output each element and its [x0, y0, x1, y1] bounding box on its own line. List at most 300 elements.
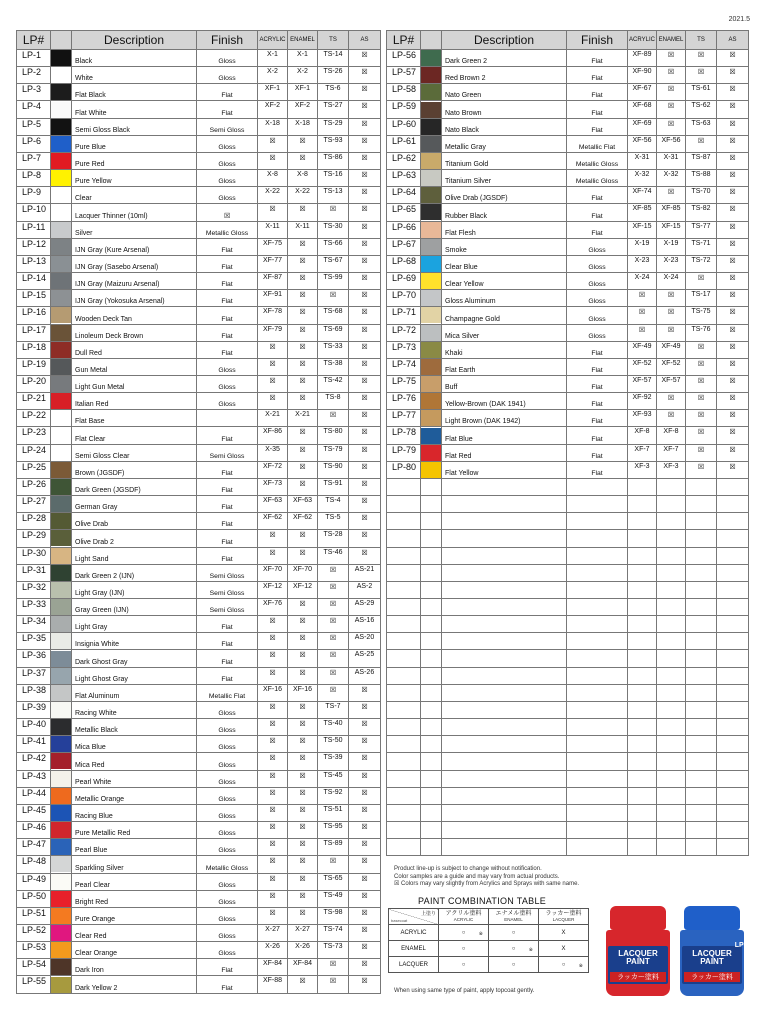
combo-row-label: ACRYLIC: [389, 925, 439, 941]
finish: [567, 478, 628, 495]
color-swatch-fill: [421, 119, 441, 135]
ts-ref: ☒: [686, 444, 717, 461]
finish: Semi Gloss: [197, 581, 258, 598]
color-description: IJN Gray (Sasebo Arsenal): [72, 255, 197, 272]
table-row: [387, 118, 749, 135]
enamel-ref: ☒: [657, 307, 686, 324]
ts-ref: ☒: [318, 633, 349, 650]
color-description: [442, 496, 567, 513]
acrylic-ref: ☒: [258, 856, 288, 873]
as-ref: ☒: [717, 135, 749, 152]
ts-ref: TS-82: [686, 204, 717, 221]
combo-row: [389, 925, 589, 941]
lp-number: [387, 667, 421, 684]
color-swatch: [421, 599, 442, 616]
color-swatch-fill: [51, 410, 71, 426]
enamel-ref: ☒: [657, 410, 686, 427]
color-swatch-fill: [51, 565, 71, 581]
finish: Flat: [197, 273, 258, 290]
acrylic-ref: ☒: [258, 358, 288, 375]
color-swatch: [51, 152, 72, 169]
color-swatch: [51, 273, 72, 290]
ts-ref: TS-91: [318, 478, 349, 495]
acrylic-ref: [628, 564, 657, 581]
ts-ref: TS-90: [318, 461, 349, 478]
jar-code: LP-: [734, 942, 746, 949]
ts-ref: TS-74: [318, 924, 349, 941]
color-swatch: [421, 152, 442, 169]
finish: [567, 822, 628, 839]
table-row: [17, 341, 381, 358]
enamel-ref: ☒: [288, 530, 318, 547]
finish: Flat: [567, 358, 628, 375]
as-ref: [717, 839, 749, 856]
as-ref: ☒: [349, 478, 381, 495]
finish: Flat: [197, 976, 258, 993]
color-swatch-fill: [51, 891, 71, 907]
finish: Flat: [197, 324, 258, 341]
color-swatch: [51, 822, 72, 839]
combo-row-label: LACQUER: [389, 957, 439, 973]
color-description: Racing White: [72, 701, 197, 718]
as-ref: ☒: [717, 118, 749, 135]
finish: Gloss: [197, 822, 258, 839]
color-swatch-fill: [51, 239, 71, 255]
enamel-ref: X-11: [288, 221, 318, 238]
as-ref: ☒: [349, 924, 381, 941]
color-swatch-fill: [421, 410, 441, 426]
color-description: [442, 822, 567, 839]
finish: [567, 736, 628, 753]
lp-number: LP-19: [17, 358, 51, 375]
table-row: [17, 375, 381, 392]
color-swatch-fill: [51, 530, 71, 546]
table-row: [17, 667, 381, 684]
table-row: [387, 530, 749, 547]
color-swatch-fill: [51, 153, 71, 169]
color-swatch-fill: [51, 84, 71, 100]
as-ref: ☒: [349, 856, 381, 873]
finish: Gloss: [567, 324, 628, 341]
as-ref: AS-25: [349, 650, 381, 667]
acrylic-ref: ☒: [258, 375, 288, 392]
finish: Flat: [567, 393, 628, 410]
color-swatch-fill: [51, 307, 71, 323]
enamel-ref: ☒: [657, 290, 686, 307]
color-description: [442, 770, 567, 787]
color-swatch-fill: [51, 822, 71, 838]
color-swatch-fill: [421, 222, 441, 238]
acrylic-ref: [628, 753, 657, 770]
finish: Metallic Gloss: [197, 221, 258, 238]
as-ref: ☒: [717, 101, 749, 118]
table-row: [17, 204, 381, 221]
acrylic-ref: X-23: [628, 255, 657, 272]
color-swatch-fill: [51, 616, 71, 632]
acrylic-ref: X-21: [258, 410, 288, 427]
enamel-ref: [657, 496, 686, 513]
as-ref: [717, 667, 749, 684]
color-swatch: [51, 667, 72, 684]
ts-ref: ☒: [318, 650, 349, 667]
ts-ref: [686, 753, 717, 770]
color-description: Dark Ghost Gray: [72, 650, 197, 667]
finish: Flat: [567, 341, 628, 358]
table-row: [17, 942, 381, 959]
lp-number: LP-56: [387, 50, 421, 67]
acrylic-ref: XF-2: [258, 101, 288, 118]
finish: [567, 804, 628, 821]
acrylic-ref: [628, 667, 657, 684]
color-swatch: [421, 822, 442, 839]
finish: Flat: [197, 530, 258, 547]
enamel-ref: ☒: [288, 444, 318, 461]
acrylic-ref: X-2: [258, 67, 288, 84]
jar-jp-label: ラッカー塗料: [684, 972, 740, 982]
enamel-ref: [657, 804, 686, 821]
enamel-ref: ☒: [288, 478, 318, 495]
color-swatch: [421, 273, 442, 290]
finish: Flat: [197, 84, 258, 101]
ts-ref: TS-45: [318, 770, 349, 787]
color-description: [442, 513, 567, 530]
ts-ref: [686, 719, 717, 736]
finish: Gloss: [197, 67, 258, 84]
table-row: [387, 650, 749, 667]
as-ref: AS-26: [349, 667, 381, 684]
footnote: When using same type of paint, apply topcoat gently.: [394, 988, 535, 994]
enamel-ref: ☒: [657, 84, 686, 101]
table-row: [387, 152, 749, 169]
ts-ref: TS-27: [318, 101, 349, 118]
color-swatch-fill: [421, 805, 441, 821]
paint-jar-blue-image: [678, 906, 746, 1000]
lp-number: LP-24: [17, 444, 51, 461]
color-swatch: [51, 204, 72, 221]
table-row: [387, 410, 749, 427]
enamel-ref: ☒: [288, 770, 318, 787]
enamel-ref: ☒: [657, 187, 686, 204]
combo-symbol: ○: [511, 945, 516, 952]
as-ref: ☒: [349, 221, 381, 238]
ts-ref: ☒: [318, 616, 349, 633]
jar-brand: LACQUER PAINT: [692, 949, 732, 966]
lp-number: LP-75: [387, 375, 421, 392]
enamel-ref: ☒: [288, 547, 318, 564]
lp-number: LP-52: [17, 924, 51, 941]
lp-number: LP-48: [17, 856, 51, 873]
color-description: Olive Drab (JGSDF): [442, 187, 567, 204]
color-description: Dark Green 2 (IJN): [72, 564, 197, 581]
as-ref: ☒: [349, 341, 381, 358]
color-description: Pure Blue: [72, 135, 197, 152]
enamel-ref: ☒: [288, 856, 318, 873]
lp-number: [387, 547, 421, 564]
color-swatch-fill: [421, 668, 441, 684]
lp-number: LP-37: [17, 667, 51, 684]
finish: [567, 701, 628, 718]
lp-number: LP-78: [387, 427, 421, 444]
as-ref: ☒: [717, 461, 749, 478]
lp-number: LP-42: [17, 753, 51, 770]
table-row: [387, 719, 749, 736]
table-row: [17, 599, 381, 616]
lp-number: LP-4: [17, 101, 51, 118]
color-swatch-fill: [421, 170, 441, 186]
color-description: [442, 667, 567, 684]
lp-number: LP-73: [387, 341, 421, 358]
color-description: Khaki: [442, 341, 567, 358]
color-swatch: [421, 719, 442, 736]
color-description: [442, 839, 567, 856]
ts-ref: ☒: [686, 427, 717, 444]
finish: Gloss: [197, 942, 258, 959]
as-ref: ☒: [349, 461, 381, 478]
table-row: [387, 804, 749, 821]
finish: Gloss: [197, 787, 258, 804]
as-ref: [717, 496, 749, 513]
ts-ref: ☒: [318, 581, 349, 598]
as-ref: ☒: [349, 375, 381, 392]
color-description: [442, 753, 567, 770]
color-description: [442, 581, 567, 598]
finish: Metallic Gloss: [567, 152, 628, 169]
lp-number: LP-22: [17, 410, 51, 427]
finish: Flat: [197, 461, 258, 478]
ts-ref: ☒: [318, 959, 349, 976]
finish: [567, 684, 628, 701]
color-swatch: [51, 719, 72, 736]
combo-row: [389, 941, 589, 957]
ts-ref: TS-62: [686, 101, 717, 118]
color-swatch-fill: [51, 256, 71, 272]
finish: [567, 753, 628, 770]
table-row: [387, 290, 749, 307]
table-row: [17, 873, 381, 890]
acrylic-ref: X-19: [628, 238, 657, 255]
header-enamel: ENAMEL: [288, 31, 318, 50]
table-row: [387, 358, 749, 375]
ts-ref: TS-61: [686, 84, 717, 101]
ts-ref: TS-50: [318, 736, 349, 753]
color-swatch-fill: [51, 959, 71, 975]
finish: Flat: [197, 255, 258, 272]
finish: Flat: [197, 513, 258, 530]
ts-ref: ☒: [686, 341, 717, 358]
table-row: [17, 427, 381, 444]
color-description: Mica Red: [72, 753, 197, 770]
color-description: Metallic Gray: [442, 135, 567, 152]
as-ref: ☒: [717, 358, 749, 375]
table-row: [17, 564, 381, 581]
ts-ref: [686, 599, 717, 616]
ts-ref: ☒: [318, 976, 349, 993]
ts-ref: TS-88: [686, 170, 717, 187]
lp-number: [387, 616, 421, 633]
table-row: [387, 375, 749, 392]
acrylic-ref: ☒: [258, 667, 288, 684]
ts-ref: ☒: [686, 375, 717, 392]
enamel-ref: ☒: [657, 393, 686, 410]
combo-symbol: X: [561, 929, 566, 936]
finish: Metallic Gloss: [567, 170, 628, 187]
color-description: Gloss Aluminum: [442, 290, 567, 307]
finish: Semi Gloss: [197, 564, 258, 581]
ts-ref: TS-29: [318, 118, 349, 135]
table-row: [387, 324, 749, 341]
finish: Metallic Flat: [197, 684, 258, 701]
ts-ref: TS-98: [318, 907, 349, 924]
color-swatch: [421, 393, 442, 410]
color-description: Pearl Blue: [72, 839, 197, 856]
enamel-ref: ☒: [288, 393, 318, 410]
enamel-ref: ☒: [657, 101, 686, 118]
finish: Metallic Flat: [567, 135, 628, 152]
header-description: Description: [442, 31, 567, 50]
color-swatch-fill: [51, 685, 71, 701]
color-description: White: [72, 67, 197, 84]
ts-ref: ☒: [318, 684, 349, 701]
lp-number: LP-58: [387, 84, 421, 101]
lp-number: LP-15: [17, 290, 51, 307]
color-description: Dark Iron: [72, 959, 197, 976]
color-description: [442, 530, 567, 547]
ts-ref: TS-65: [318, 873, 349, 890]
as-ref: ☒: [349, 701, 381, 718]
color-description: Pearl Clear: [72, 873, 197, 890]
acrylic-ref: XF-72: [258, 461, 288, 478]
finish: Flat: [197, 650, 258, 667]
color-swatch: [421, 667, 442, 684]
as-ref: ☒: [349, 719, 381, 736]
ts-ref: TS-7: [318, 701, 349, 718]
as-ref: ☒: [349, 907, 381, 924]
enamel-ref: ☒: [288, 238, 318, 255]
ts-ref: [686, 736, 717, 753]
color-swatch: [421, 684, 442, 701]
lp-number: LP-74: [387, 358, 421, 375]
jar-brand: LACQUER PAINT: [618, 949, 658, 966]
lp-number: LP-62: [387, 152, 421, 169]
as-ref: ☒: [349, 496, 381, 513]
lp-number: LP-53: [17, 942, 51, 959]
header-acrylic: ACRYLIC: [258, 31, 288, 50]
table-row: [17, 581, 381, 598]
combo-symbol: ○: [511, 961, 516, 968]
as-ref: ☒: [349, 170, 381, 187]
ts-ref: TS-26: [318, 67, 349, 84]
acrylic-ref: X-18: [258, 118, 288, 135]
acrylic-ref: ☒: [258, 650, 288, 667]
lp-number: [387, 650, 421, 667]
lp-number: [387, 496, 421, 513]
color-swatch: [51, 410, 72, 427]
color-description: Champagne Gold: [442, 307, 567, 324]
acrylic-ref: ☒: [628, 290, 657, 307]
color-description: Semi Gloss Clear: [72, 444, 197, 461]
enamel-ref: XF-1: [288, 84, 318, 101]
acrylic-ref: XF-52: [628, 358, 657, 375]
acrylic-ref: [628, 701, 657, 718]
finish: Flat: [567, 221, 628, 238]
enamel-ref: ☒: [288, 427, 318, 444]
color-swatch-fill: [51, 393, 71, 409]
color-swatch: [51, 221, 72, 238]
color-swatch: [421, 839, 442, 856]
table-row: [17, 684, 381, 701]
finish: Gloss: [567, 273, 628, 290]
acrylic-ref: ☒: [258, 719, 288, 736]
table-row: [17, 187, 381, 204]
acrylic-ref: ☒: [258, 736, 288, 753]
acrylic-ref: XF-62: [258, 513, 288, 530]
color-swatch-fill: [421, 307, 441, 323]
enamel-ref: X-21: [288, 410, 318, 427]
color-swatch-fill: [421, 462, 441, 478]
color-description: Sparkling Silver: [72, 856, 197, 873]
color-description: [442, 701, 567, 718]
lp-number: [387, 719, 421, 736]
color-description: Clear Yellow: [442, 273, 567, 290]
table-row: [387, 701, 749, 718]
table-row: [17, 496, 381, 513]
enamel-ref: X-27: [288, 924, 318, 941]
color-swatch: [421, 324, 442, 341]
note-line: ☒ Colors may vary slightly from Acrylics and Sprays with same name.: [394, 881, 580, 887]
lp-number: LP-64: [387, 187, 421, 204]
enamel-ref: X-8: [288, 170, 318, 187]
enamel-ref: [657, 478, 686, 495]
finish: Flat: [197, 616, 258, 633]
acrylic-ref: ☒: [628, 307, 657, 324]
table-row: [387, 599, 749, 616]
header-finish: Finish: [197, 31, 258, 50]
color-swatch: [51, 770, 72, 787]
enamel-ref: XF-52: [657, 358, 686, 375]
color-description: Nato Brown: [442, 101, 567, 118]
color-swatch: [51, 290, 72, 307]
acrylic-ref: X-8: [258, 170, 288, 187]
color-swatch-fill: [51, 50, 71, 66]
lp-number: LP-40: [17, 719, 51, 736]
color-swatch: [51, 787, 72, 804]
color-description: Light Sand: [72, 547, 197, 564]
acrylic-ref: XF-56: [628, 135, 657, 152]
color-swatch: [421, 736, 442, 753]
as-ref: [717, 478, 749, 495]
ts-ref: ☒: [318, 856, 349, 873]
enamel-ref: [657, 633, 686, 650]
ts-ref: TS-68: [318, 307, 349, 324]
ts-ref: [686, 667, 717, 684]
lp-number: LP-21: [17, 393, 51, 410]
color-description: Wooden Deck Tan: [72, 307, 197, 324]
enamel-ref: ☒: [288, 753, 318, 770]
lp-number: LP-51: [17, 907, 51, 924]
table-row: [387, 238, 749, 255]
color-description: [442, 599, 567, 616]
enamel-ref: ☒: [288, 890, 318, 907]
enamel-ref: ☒: [288, 839, 318, 856]
enamel-ref: [657, 839, 686, 856]
color-description: Flat Base: [72, 410, 197, 427]
ts-ref: [686, 564, 717, 581]
as-ref: ☒: [349, 135, 381, 152]
table-row: [17, 633, 381, 650]
finish: Gloss: [567, 290, 628, 307]
color-swatch-fill: [51, 428, 71, 444]
color-swatch-fill: [51, 325, 71, 341]
